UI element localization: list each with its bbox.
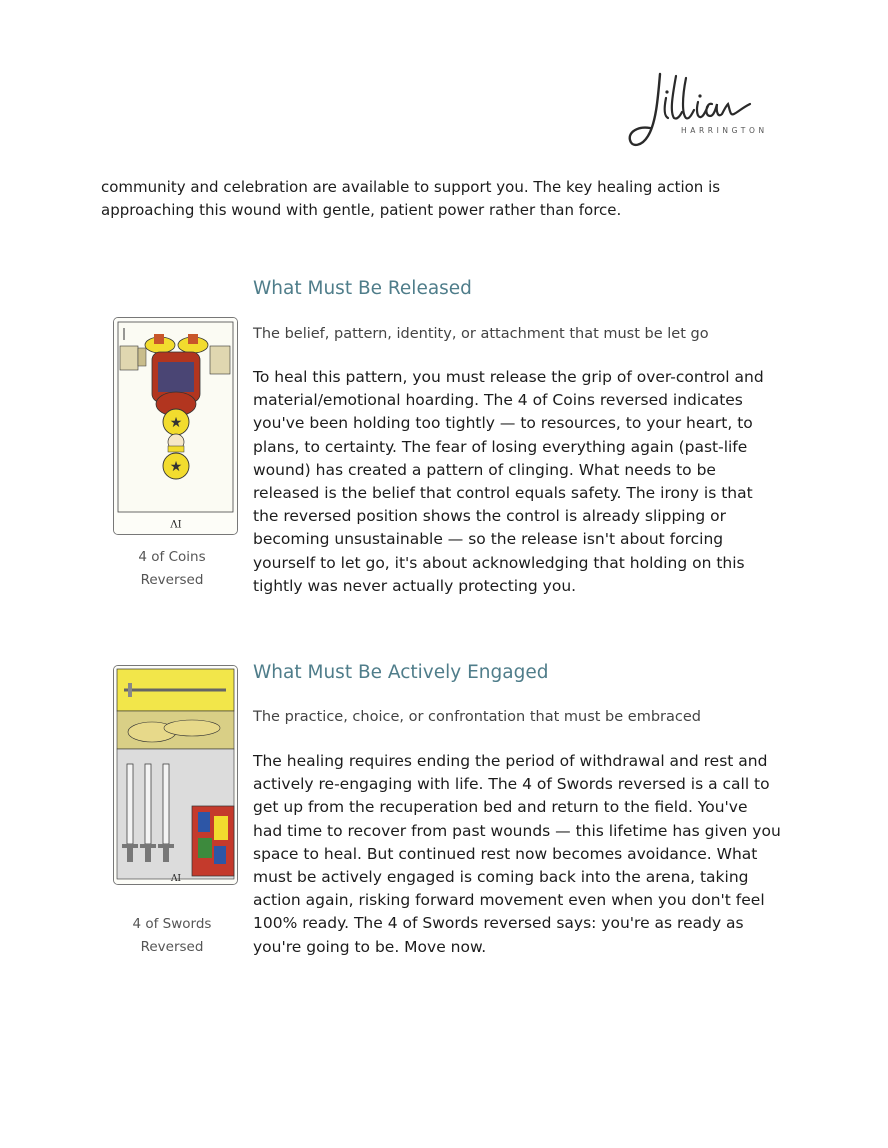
svg-text:★: ★ <box>169 459 183 475</box>
section-heading: What Must Be Released <box>253 278 472 299</box>
four-of-coins-card-art <box>114 318 237 534</box>
card-name: 4 of Coins <box>138 549 206 565</box>
card-name: 4 of Swords <box>132 916 212 932</box>
card-orientation: Reversed <box>140 572 204 588</box>
card-numeral: IV <box>170 871 182 881</box>
card-numeral: IV <box>170 517 182 528</box>
logo-script-graphic <box>626 68 780 158</box>
section-body: The healing requires ending the period of withdrawal and rest and actively re-engaging with life. The 4 of Swords reversed is a call to get up from the recuperation bed and return to the field. You've had time to recover from past wounds — this lifetime has given you space to heal. But continued rest now becomes avoidance. What must be actively engaged is coming back into the arena, taking action again, risking forward movement even when you don't feel 100% ready. The 4 of Swords reversed says: you're as ready as you're going to be. Move now. <box>253 752 781 956</box>
tarot-card-four-of-coins <box>113 317 238 535</box>
brand-logo <box>626 68 780 158</box>
intro-paragraph: community and celebration are available to support you. The key healing action is approaching this wound with gentle, patient power rather than force. <box>101 178 721 219</box>
card-orientation: Reversed <box>140 939 204 955</box>
card-caption <box>110 546 234 592</box>
section-body: To heal this pattern, you must release the grip of over-control and material/emotional hoarding. The 4 of Coins reversed indicates you've been holding too tightly — to resources, to your heart, to plans, to certainty. The fear of losing everything again (past-life wound) has created a pattern of clinging. What needs to be released is the belief that control equals safety. The irony is that the reversed position shows the control is already slipping or becoming unsustainable — so the release isn't about forcing yourself to let go, it's about acknowledging that holding on this tightly was never actually protecting you. <box>253 368 764 595</box>
logo-subtitle: HARRINGTON <box>681 126 768 135</box>
svg-text:★: ★ <box>169 415 183 431</box>
section-subtitle: The practice, choice, or confrontation that must be embraced <box>253 709 701 725</box>
section-subtitle: The belief, pattern, identity, or attachment that must be let go <box>253 326 709 342</box>
tarot-card-four-of-swords <box>113 665 238 885</box>
section-heading: What Must Be Actively Engaged <box>253 662 549 683</box>
four-of-swords-card-art <box>114 666 237 884</box>
card-caption <box>110 913 234 959</box>
